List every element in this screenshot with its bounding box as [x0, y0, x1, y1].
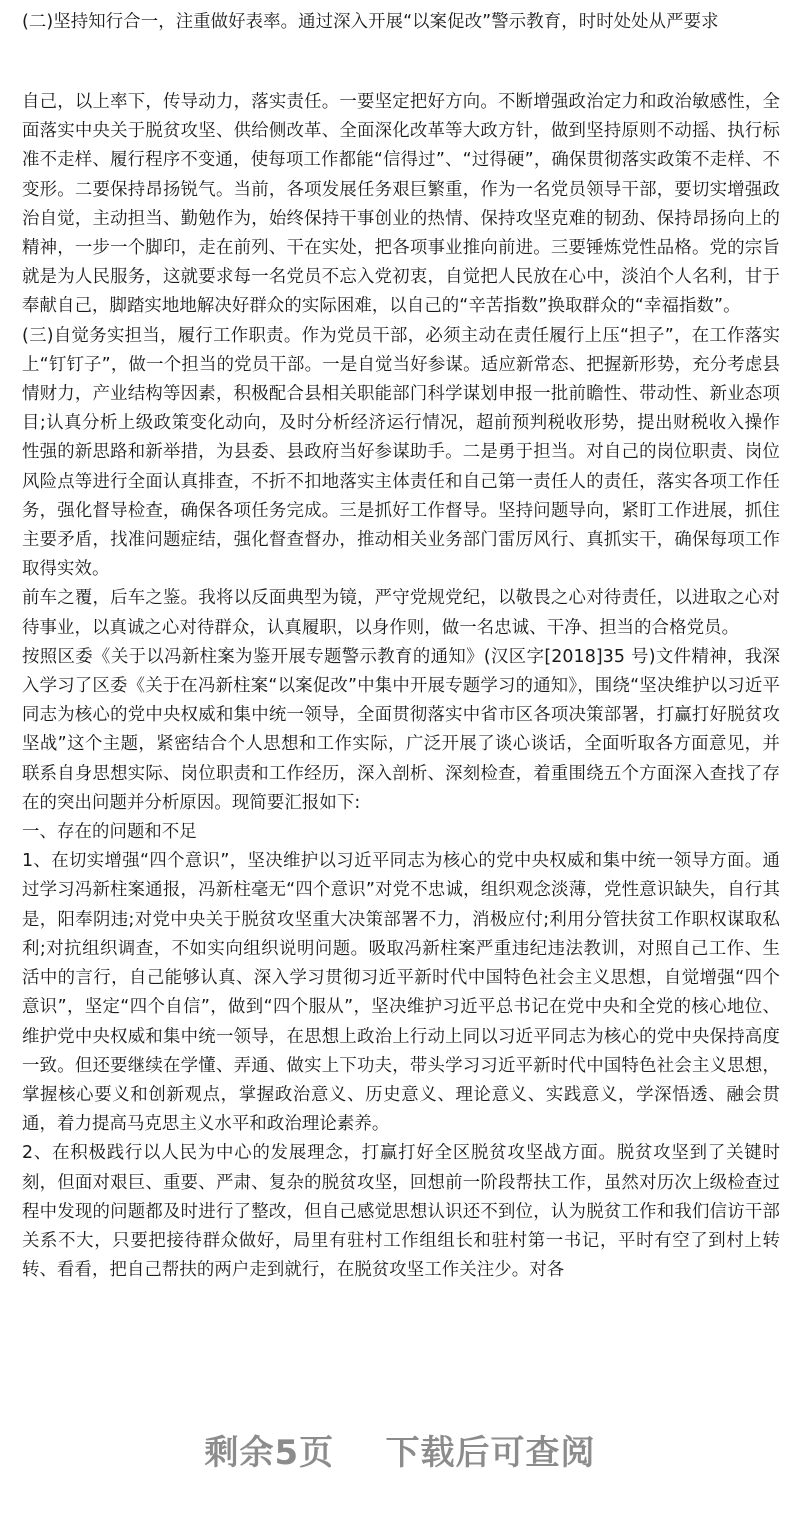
section-heading-1: 一、存在的问题和不足: [22, 822, 197, 843]
paragraph-7: 2、在积极践行以人民为中心的发展理念，打赢打好全区脱贫攻坚战方面。脱贫攻坚到了关键时刻，但面对艰巨、重要、严肃、复杂的脱贫攻坚，回想前一阶段帮扶工作，虽然对历次上级检查过程中发现的问题都及时进行了整改，但自己感觉思想认识还不到位，认为脱贫工作和我们信访干部关系不大，只要把接待群众做好，局里有驻村工作组组长和驻村第一书记，平时有空了到村上转转、看看，把自己帮扶的两户走到就行，在脱贫攻坚工作关注少。对各: [22, 1143, 780, 1281]
paragraph-5: 按照区委《关于以冯新柱案为鉴开展专题警示教育的通知》(汉区字[2018]35 号)文件精神，我深入学习了区委《关于在冯新柱案“以案促改”中集中开展专题学习的通知》，围绕“坚决维护以习近平同志为核心的党中央权威和集中统一领导，全面贯彻落实中省市区各项决策部署，打赢打好脱贫攻坚战”这个主题，紧密结合个人思想和工作实际，广泛开展了谈心谈话，全面听取各方面意见，并联系自身思想实际、岗位职责和工作经历，深入剖析、深刻检查，着重围绕五个方面深入查找了存在的突出问题并分析原因。现简要汇报如下:: [22, 646, 780, 813]
paragraph-6: 1、在切实增强“四个意识”，坚决维护以习近平同志为核心的党中央权威和集中统一领导方面。通过学习冯新柱案通报，冯新柱毫无“四个意识”对党不忠诚，组织观念淡薄，党性意识缺失，自行其是，阳奉阴违;对党中央关于脱贫攻坚重大决策部署不力，消极应付;利用分管扶贫工作职权谋取私利;对抗组织调查，不如实向组织说明问题。吸取冯新柱案严重违纪违法教训，对照自己工作、生活中的言行，自己能够认真、深入学习贯彻习近平新时代中国特色社会主义思想，自觉增强“四个意识”，坚定“四个自信”，做到“四个服从”，坚决维护习近平总书记在党中央和全党的核心地位、维护党中央权威和集中统一领导，在思想上政治上行动上同以习近平同志为核心的党中央保持高度一致。但还要继续在学懂、弄通、做实上下功夫，带头学习习近平新时代中国特色社会主义思想，掌握核心要义和创新观点，掌握政治意义、历史意义、理论意义、实践意义，学深悟透、融会贯通，着力提高马克思主义水平和政治理论素养。: [22, 851, 780, 1135]
paragraph-2-start: (二)坚持知行合一，注重做好表率。通过深入开展“以案促改”警示教育，时时处处从严要求: [22, 12, 719, 32]
download-banner[interactable]: [0, 1415, 800, 1527]
document-page-top: [22, 8, 780, 37]
remaining-pages-label[interactable]: 剩余5页 下载后可查阅: [204, 1433, 596, 1473]
paragraph-4: 前车之覆，后车之鉴。我将以反面典型为镜，严守党规党纪，以敬畏之心对待责任，以进取之心对待事业，以真诚之心对待群众，认真履职，以身作则，做一名忠诚、干净、担当的合格党员。: [22, 588, 780, 638]
paragraph-3: (三)自觉务实担当，履行工作职责。作为党员干部，必须主动在责任履行上压“担子”，在工作落实上“钉钉子”，做一个担当的党员干部。一是自觉当好参谋。适应新常态、把握新形势，充分考虑县情财力，产业结构等因素，积极配合县相关职能部门科学谋划申报一批前瞻性、带动性、新业态项目;认真分析上级政策变化动向，及时分析经济运行情况，超前预判税收形势，提出财税收入操作性强的新思路和新举措，为县委、县政府当好参谋助手。二是勇于担当。对自己的岗位职责、岗位风险点等进行全面认真排查，不折不扣地落实主体责任和自己第一责任人的责任，落实各项工作任务，强化督导检查，确保各项任务完成。三是抓好工作督导。坚持问题导向，紧盯工作进展，抓住主要矛盾，找准问题症结，强化督查督办，推动相关业务部门雷厉风行、真抓实干，确保每项工作取得实效。: [22, 325, 780, 580]
paragraph-2-continued: 自己，以上率下，传导动力，落实责任。一要坚定把好方向。不断增强政治定力和政治敏感性，全面落实中央关于脱贫攻坚、供给侧改革、全面深化改革等大政方针，做到坚持原则不动摇、执行标准不走样、履行程序不变通，使每项工作都能“信得过”、“过得硬”，确保贯彻落实政策不走样、不变形。二要保持昂扬锐气。当前，各项发展任务艰巨繁重，作为一名党员领导干部，要切实增强政治自觉，主动担当、勤勉作为，始终保持干事创业的热情、保持攻坚克难的韧劲、保持昂扬向上的精神，一步一个脚印，走在前列、干在实处，把各项事业推向前进。三要锤炼党性品格。党的宗旨就是为人民服务，这就要求每一名党员不忘入党初衷，自觉把人民放在心中，淡泊个人名利，甘于奉献自己，脚踏实地地解决好群众的实际困难，以自己的“辛苦指数”换取群众的“幸福指数”。: [22, 92, 780, 317]
document-body: [22, 88, 780, 1285]
